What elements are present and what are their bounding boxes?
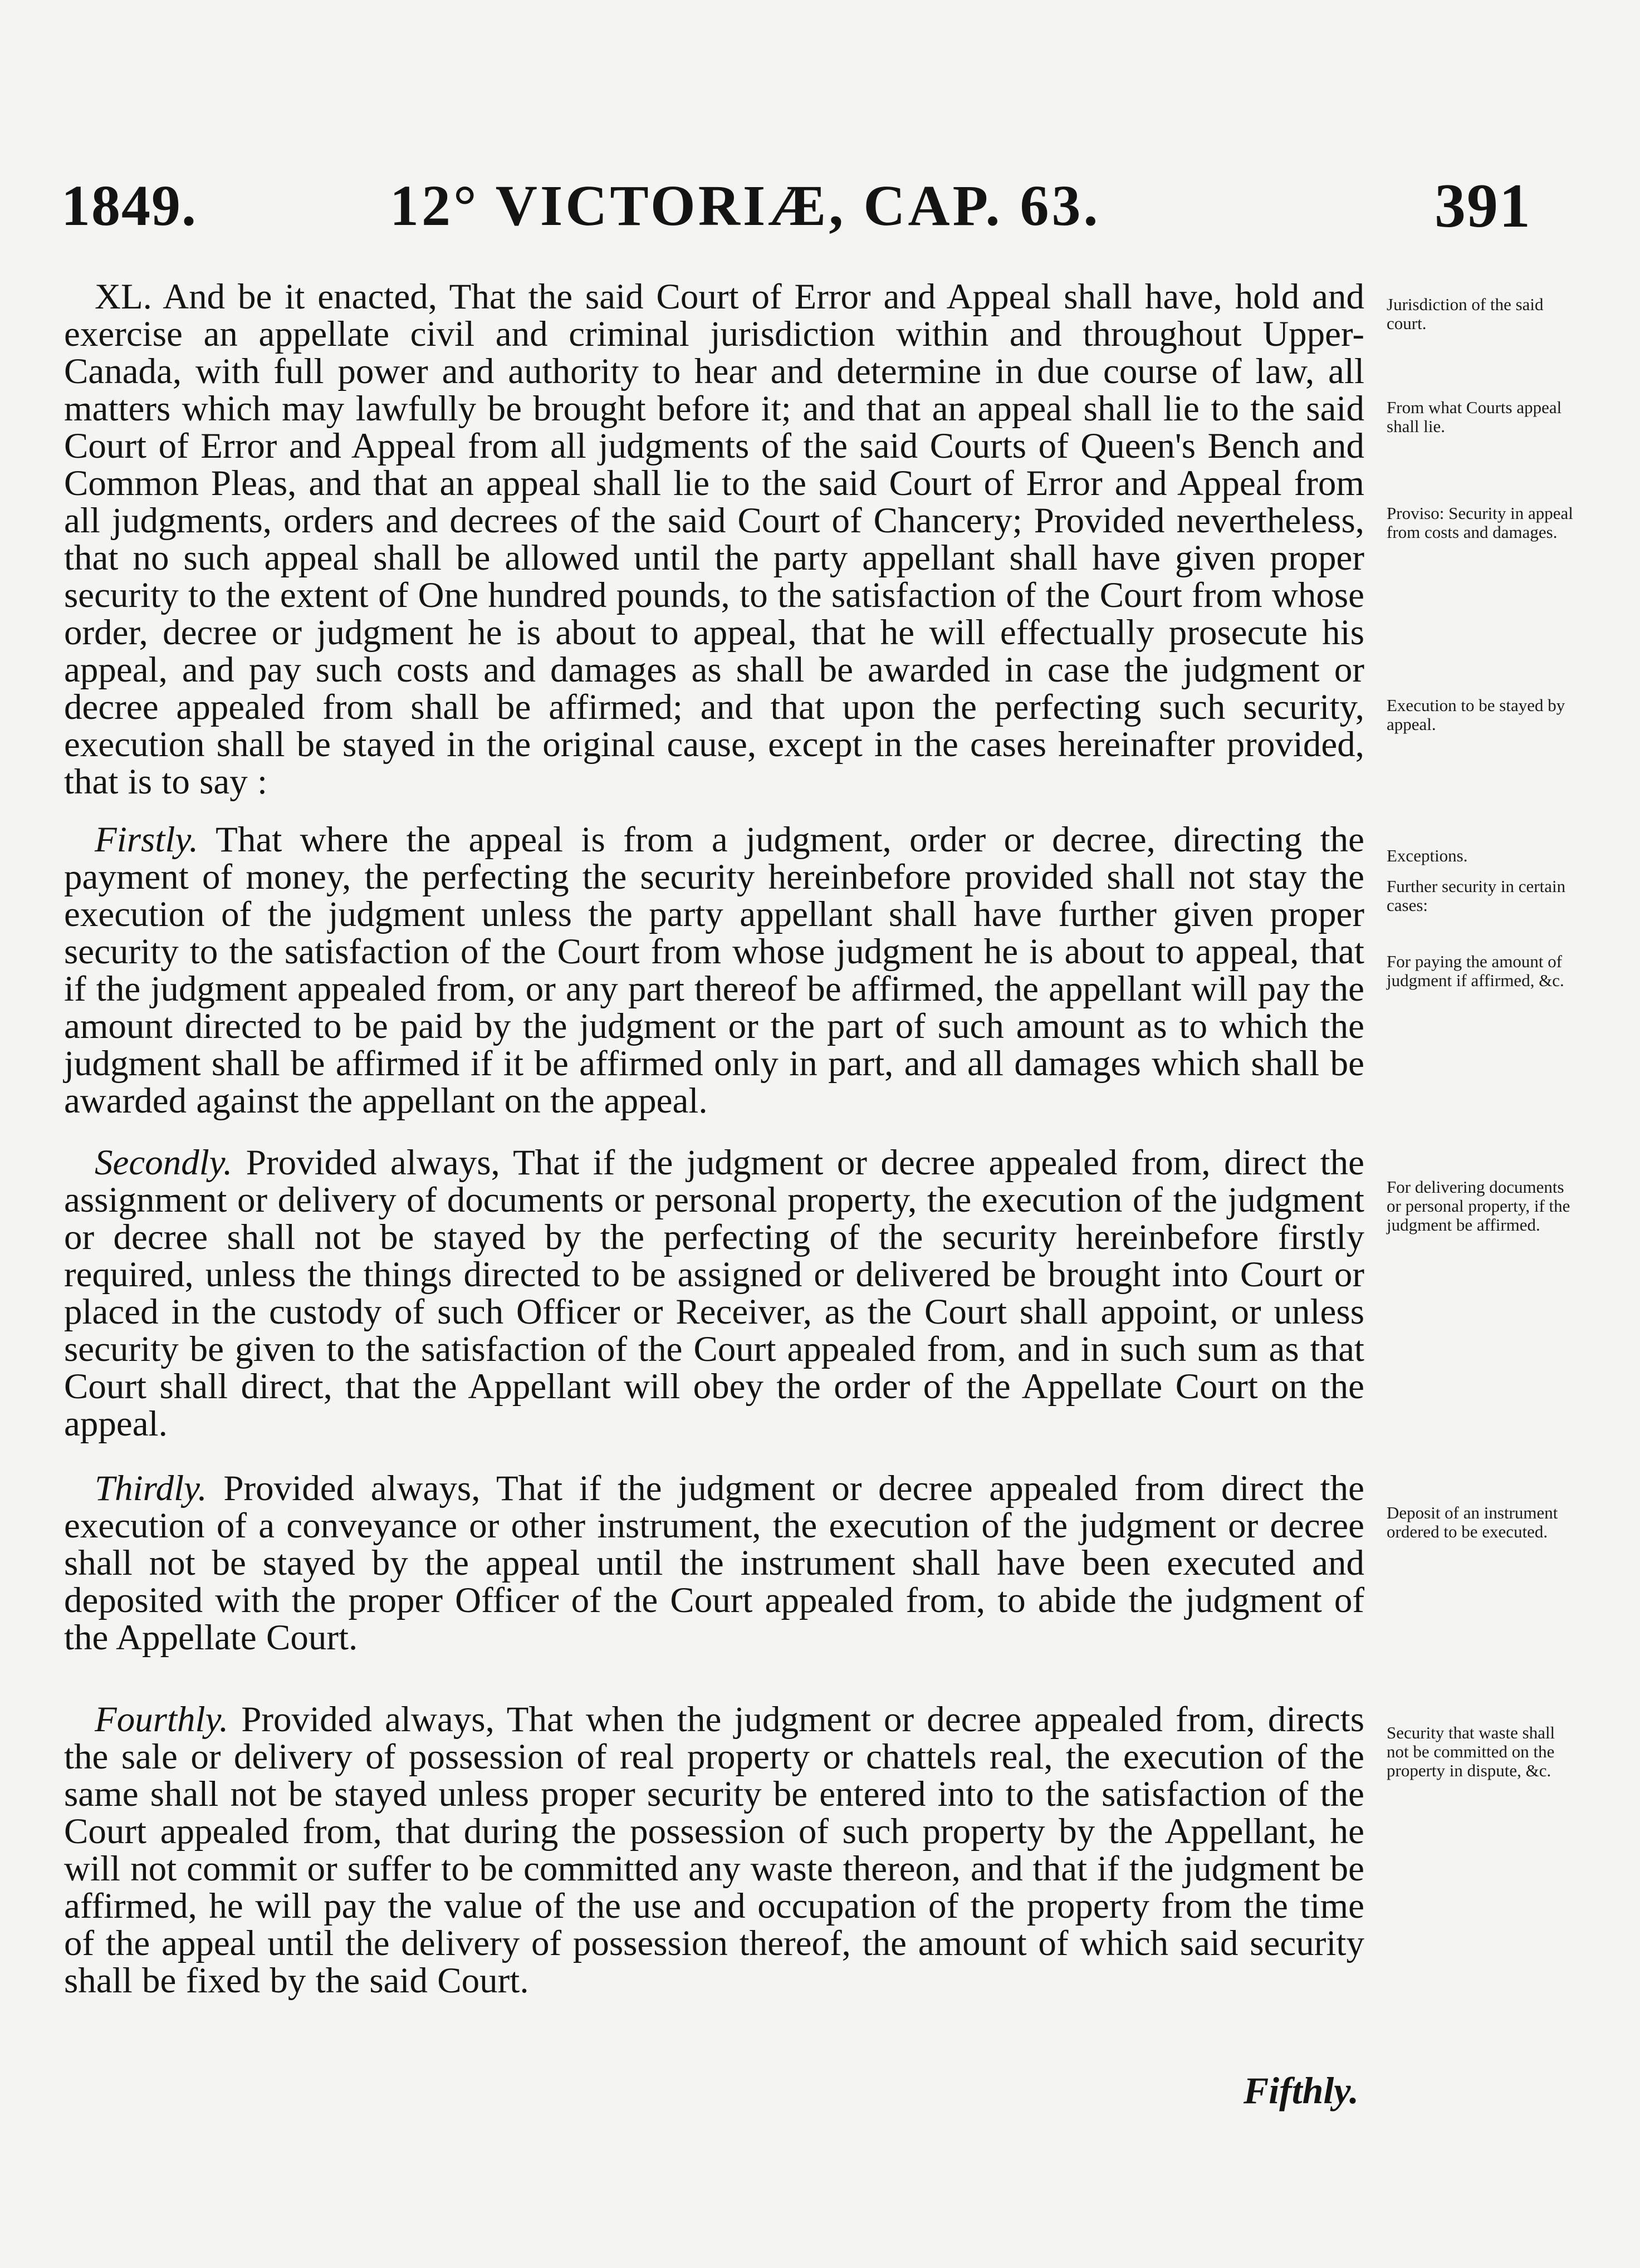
paragraph-secondly — [64, 1144, 1364, 1443]
margin-note-paying-amount: For paying the amount of judgment if affirmed, &c. — [1387, 952, 1564, 990]
paragraph-text: Provided always, That if the judgment or decree appealed from direct the execution of a conveyance or other instrument, the execution of the judgment or decree shall not be stayed by the appeal until the instrument shall have been executed and deposited with the proper Officer of the Court appealed from, to abide the judgment of the Appellate Court. — [64, 1468, 1365, 1658]
margin-note-appeal-courts: From what Courts appeal shall lie. — [1387, 398, 1562, 436]
paragraph-lead: Thirdly. — [95, 1468, 207, 1508]
section-secondly — [64, 1144, 1364, 1443]
paragraph-xl — [64, 278, 1364, 801]
margin-note-deposit-instrument: Deposit of an instrument ordered to be executed. — [1387, 1503, 1558, 1541]
paragraph-firstly — [64, 821, 1364, 1120]
margin-note-execution-stayed: Execution to be stayed by appeal. — [1387, 695, 1565, 734]
margin-note-further-security: Further security in certain cases: — [1387, 876, 1566, 915]
header-title: 12° VICTORIÆ, CAP. 63. — [390, 174, 1101, 238]
margin-note-jurisdiction: Jurisdiction of the said court. — [1387, 295, 1544, 333]
header-year: 1849. — [61, 174, 197, 238]
paragraph-text: Provided always, That when the judgment or decree appealed from, directs the sale or delivery of possession of real property or chattels real, the execution of the same shall not be stayed unless proper security be entered into to the satisfaction of the Court appealed from, that during the possession of such property by the Appellant, he will not commit or suffer to be committed any waste thereon, and that if the judgment be affirmed, he will pay the value of the use and occupation of the property from the time of the appeal until the delivery of possession thereof, the amount of which said security shall be fixed by the said Court. — [64, 1699, 1365, 2001]
paragraph-text: That where the appeal is from a judgment, order or decree, directing the payment of money, the perfecting the security hereinbefore provided shall not stay the execution of the judgment unless the party appellant shall have further given proper security to the satisfaction of the Court from whose judgment he is about to appeal, that if the judgment appealed from, or any part thereof be affirmed, the appellant will pay the amount directed to be paid by the judgment or the part of such amount as to which the judgment shall be affirmed if it be affirmed only in part, and all damages which shall be awarded against the appellant on the appeal. — [64, 820, 1365, 1121]
margin-note-waste-security: Security that waste shall not be committed on the property in dispute, &c. — [1387, 1723, 1555, 1780]
catchword: Fifthly. — [1243, 2069, 1359, 2112]
paragraph-text: Provided always, That if the judgment or decree appealed from, direct the assignment or delivery of documents or personal property, the execution of the judgment or decree shall not be stayed by the perfecting of the security hereinbefore firstly required, unless the things directed to be assigned or delivered be brought into Court or placed in the custody of such Officer or Receiver, as the Court shall appoint, or unless security be given to the satisfaction of the Court appealed from, and in such sum as that Court shall direct, that the Appellant will obey the order of the Appellate Court on the appeal. — [64, 1143, 1365, 1444]
paragraph-fourthly — [64, 1701, 1364, 2000]
paragraph-thirdly — [64, 1470, 1364, 1657]
margin-note-exceptions: Exceptions. — [1387, 846, 1468, 865]
margin-note-delivering-documents: For delivering documents or personal property, if the judgment be affirmed. — [1387, 1177, 1570, 1235]
section-xl — [64, 278, 1364, 801]
section-fourthly — [64, 1701, 1364, 2000]
paragraph-lead: Secondly. — [95, 1143, 233, 1183]
paragraph-lead: Fourthly. — [95, 1699, 229, 1740]
section-thirdly — [64, 1470, 1364, 1657]
paragraph-text: XL. And be it enacted, That the said Court of Error and Appeal shall have, hold and exercise an appellate civil and criminal jurisdiction within and throughout Upper-Canada, with full power and authority to hear and determine in due course of law, all matters which may lawfully be brought before it; and that an appeal shall lie to the said Court of Error and Appeal from all judgments of the said Courts of Queen's Bench and Common Pleas, and that an appeal shall lie to the said Court of Error and Appeal from all judgments, orders and decrees of the said Court of Chancery; Provided nevertheless, that no such appeal shall be allowed until the party appellant shall have given proper security to the extent of One hundred pounds, to the satisfaction of the Court from whose order, decree or judgment he is about to appeal, that he will effectually prosecute his appeal, and pay such costs and damages as shall be awarded in case the judgment or decree appealed from shall be affirmed; and that upon the perfecting such security, execution shall be stayed in the original cause, except in the cases hereinafter provided, that is to say : — [64, 277, 1364, 802]
margin-note-proviso: Proviso: Security in appeal from costs and damages. — [1387, 503, 1573, 542]
section-firstly — [64, 821, 1364, 1120]
page-header — [61, 167, 1531, 245]
paragraph-lead: Firstly. — [95, 820, 198, 860]
page-number: 391 — [1435, 172, 1531, 241]
